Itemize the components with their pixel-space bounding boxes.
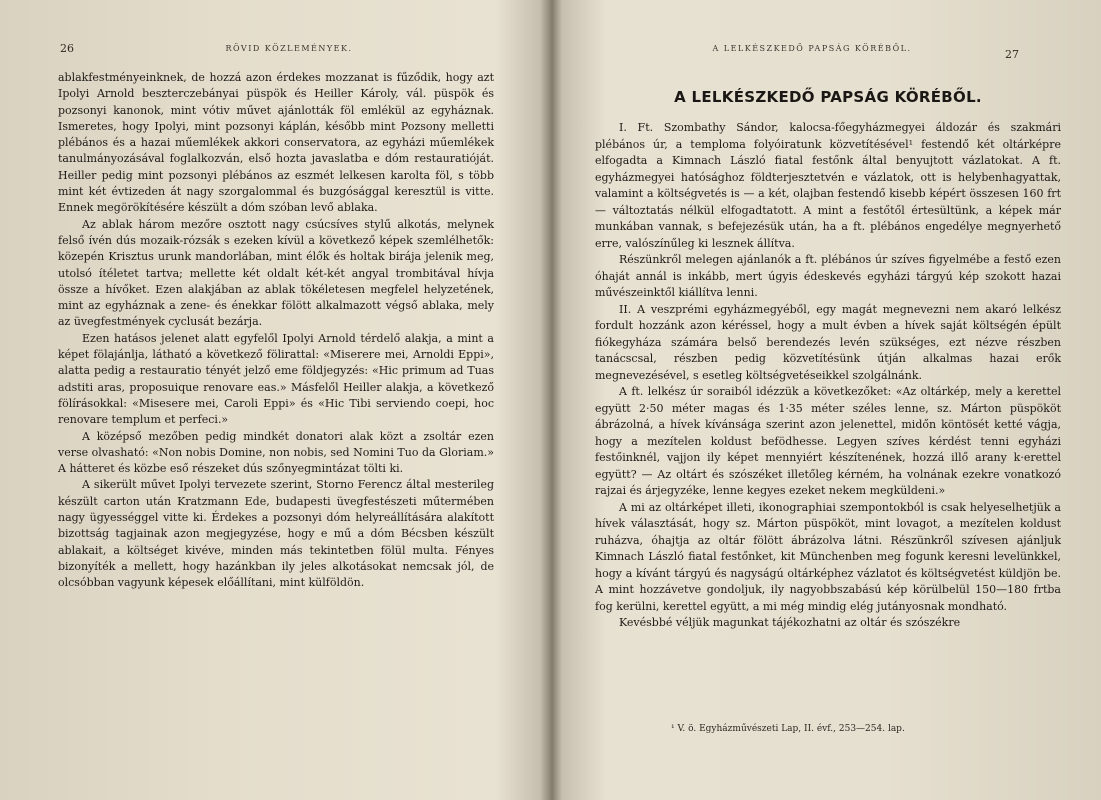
- paragraph: A ft. lelkész úr soraiból idézzük a következőket: «Az oltárkép, mely a kerettel együtt 2·50 méter magas és 1·35 méter széles lenne, sz. Márton püspököt ábrázolná, a hívek kívánsága szerint azon jelenettel, midőn köntösét ketté vágja, hogy a mezítelen koldust befödhesse. Legyen szíves kérdést tenni egyházi festőinknél, vajjon ily képet mennyiért készítenének, hozzá illő arany k·erettel együtt? — Az oltárt és szószéket illetőleg kérném, ha volnának ezekre vonatkozó rajzai és árjegyzéke, lenne kegyes ezeket nekem megküldeni.»: [595, 385, 1061, 497]
- paragraph: A középső mezőben pedig mindkét donatori alak közt a zsoltár ezen verse olvasható: «Non nobis Domine, non nobis, sed Nomini Tuo da Gloriam.» A hátteret és közbe eső részeket dús szőnyegmintázat tölti ki.: [58, 429, 494, 476]
- paragraph: Az ablak három mezőre osztott nagy csúcsíves stylű alkotás, melynek felső ívén dús mozaik-rózsák s ezeken kívül a következő képek szemlélhetők: közepén Krisztus urunk mandorlában, mint élők és holtak birája jelenik meg, utolsó ítéletet tartva; mellette két oldalt két-két angyal trombitával hívja össze a hívőket. Ezen alakjában az ablak tökéletesen megfelel helyzetének, mint az egyháznak a zene- és énekkar fölött alkalmazott végső ablaka, mely az üvegfestmények cyclusát bezárja.: [58, 217, 494, 329]
- left-page: [0, 0, 548, 800]
- paragraph: A sikerült művet Ipolyi tervezete szerint, Storno Ferencz által mesterileg készült carton után Kratzmann Ede, budapesti üvegfestészeti műtermében nagy ügyességgel vitte ki. Érdekes a pozsonyi dóm helyreállítására alakított bizottság tagjainak azon megjegyzése, hogy e mű a dóm Bécsben készült ablakait, a költséget kivéve, minden más tekintetben fölül multa. Fényes bizonyíték a mellett, hogy hazánkban ily jeles alkotásokat nemcsak jól, de olcsóbban vagyunk képesek előállítani, mint külföldön.: [58, 478, 494, 590]
- paragraph: Ezen hatásos jelenet alatt egyfelől Ipolyi Arnold térdelő alakja, a mint a képet fölajánlja, látható a következő fölirattal: «Miserere mei, Arnoldi Eppi», alatta pedig a restauratio tényét jelző eme földjegyzés: «Hic primum ad Tuas adstiti aras, proposuique renovare eas.» Másfelől Heiller alakja, a következő fölírásokkal: «Misesere mei, Caroli Eppi» és «Hic Tibi serviendo coepi, hoc renovare templum et perfeci.»: [58, 331, 494, 427]
- paragraph: II. A veszprémi egyházmegyéből, egy magát megnevezni nem akaró lelkész fordult hozzánk azon kéréssel, hogy a mult évben a hívek saját költségén épült fiókegyháza számára belső berendezés levén szükséges, ezt nézve részben tanácscsal, részben pedig közvetítésünk útján alkalmas hazai erők megnevezésével, s esetleg költségvetéseikkel szolgálnánk.: [595, 302, 1061, 382]
- paragraph: Részünkről melegen ajánlanók a ft. plébános úr szíves figyelmébe a festő ezen óhaját annál is inkább, mert úgyis édeskevés egyházi tárgyú kép szokott hazai művészeinktől kiállítva lenni.: [595, 253, 1061, 299]
- right-page-body: [595, 120, 1061, 632]
- page-number-left: 26: [60, 42, 74, 55]
- footnote: ¹ V. ö. Egyházművészeti Lap, II. évf., 253—254. lap.: [671, 724, 905, 734]
- page-number-right: 27: [1005, 48, 1019, 61]
- left-page-body: [58, 70, 494, 592]
- paragraph: I. Ft. Szombathy Sándor, kalocsa-főegyházmegyei áldozár és szakmári plébános úr, a temploma folyóiratunk közvetítésével¹ festendő két oltárképre elfogadta a Kimnach László fiatal festőnk által benyujtott vázlatokat. A ft. egyházmegyei hatósághoz földterjesztetvén e vázlatok, ott is helybenhagyattak, valamint a költségvetés is — a két, olajban festendő kisebb képért összesen 160 frt — változtatás nélkül elfogadtatott. A mint a festőtől értesültünk, a képek már munkában vannak, s befejezésük után, ha a ft. plébános engedélye megnyerhető erre, valószínűleg ki lesznek állítva.: [595, 121, 1061, 250]
- right-page: [553, 0, 1101, 800]
- paragraph: ablakfestményeinknek, de hozzá azon érdekes mozzanat is fűződik, hogy azt Ipolyi Arnold beszterczebányai püspök és Heiller Károly, vál. püspök és pozsonyi kanonok, mint vótiv művet ajánlották föl emlékül az egyháznak. Ismeretes, hogy Ipolyi, mint pozsonyi káplán, később mint Pozsony melletti plébános és a hazai műemlékek akkori conservatora, az egyházi műemlékek tanulmányozásával foglalkozván, első hozta javaslatba e dóm restauratióját. Heiller pedig mint pozsonyi plébános az eszmét lelkesen karolta föl, s több mint két évtizeden át nagy szorgalommal és buzgósággal keresztül is vitte. Ennek megörökítésére készült a dóm szóban levő ablaka.: [58, 71, 494, 215]
- paragraph: Kevésbbé véljük magunkat tájékozhatni az oltár és szószékre: [619, 616, 961, 629]
- paragraph: A mi az oltárképet illeti, ikonographiai szempontokból is csak helyeselhetjük a hívek választását, hogy sz. Márton püspököt, mint lovagot, a mezítelen koldust ruházva, óhajtja az oltár fölött ábrázolva látni. Részünkről szívesen ajánljuk Kimnach László fiatal festőnket, kit Münchenben meg fogunk keresni levelünkkel, hogy a kívánt tárgyú és nagyságú oltárképhez vázlatot és költségvetést küldjön be. A mint hozzávetve gondoljuk, ily nagyobbszabású kép körülbelül 150—180 frtba fog kerülni, kerettel együtt, a mi még mindig elég jutányosnak mondható.: [595, 500, 1061, 613]
- chapter-title: A LELKÉSZKEDŐ PAPSÁG KÖRÉBŐL.: [674, 88, 982, 106]
- running-head-left: RÖVID KÖZLEMÉNYEK.: [225, 44, 353, 53]
- running-head-right: A LELKÉSZKEDŐ PAPSÁG KÖRÉBŐL.: [712, 44, 912, 53]
